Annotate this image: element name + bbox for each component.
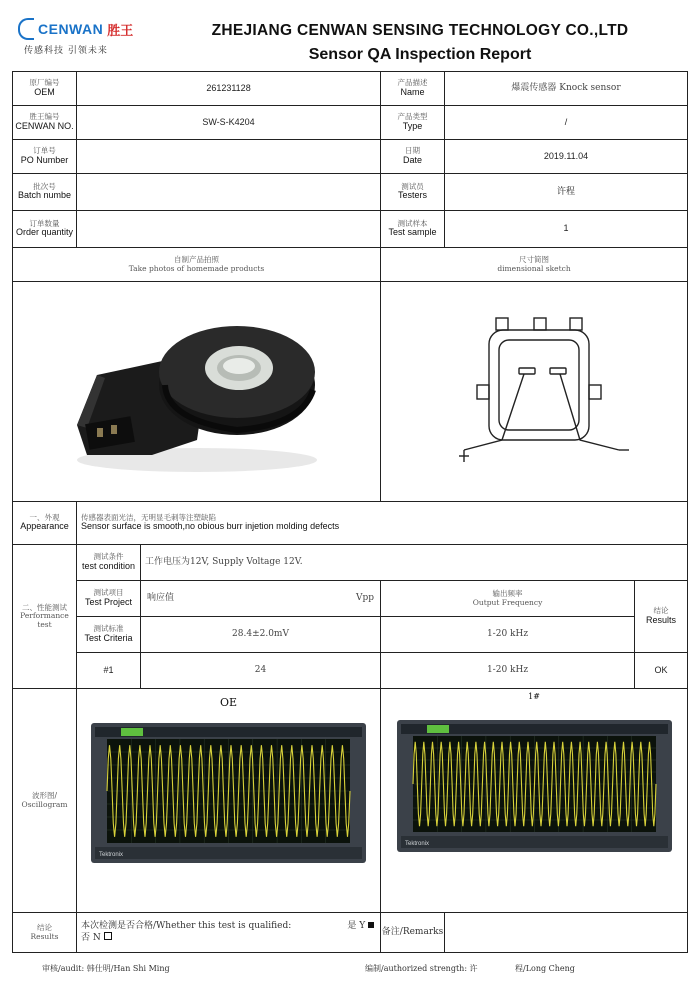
proj-value1: 响应值 Vpp bbox=[141, 581, 381, 617]
oem-label: 原厂编号 OEM bbox=[13, 72, 77, 106]
cenwan-value: SW-S-K4204 bbox=[77, 106, 381, 140]
sample-label: 测试样本 Test sample bbox=[381, 211, 445, 248]
cond-value: 工作电压为12V, Supply Voltage 12V. bbox=[141, 545, 688, 581]
company-name: ZHEJIANG CENWAN SENSING TECHNOLOGY CO.,LTD bbox=[211, 22, 629, 39]
conclusion-text: 本次检测是否合格/Whether this test is qualified: 是 Y 否 N bbox=[77, 913, 381, 953]
scope-brand-label: Tektronix bbox=[99, 852, 124, 859]
testers-label: 测试员 Testers bbox=[381, 174, 445, 211]
batch-label: 批次号 Batch numbe bbox=[13, 174, 77, 211]
name-label: 产品描述 Name bbox=[381, 72, 445, 106]
photo-caption-left: 自制产品拍照 Take photos of homemade products bbox=[13, 248, 381, 282]
logo-mark-icon bbox=[18, 18, 34, 40]
type-label: 产品类型 Type bbox=[381, 106, 445, 140]
oscillogram-left-cell bbox=[77, 689, 381, 913]
crit-value2: 1-20 kHz bbox=[381, 617, 635, 653]
po-label: 订单号 PO Number bbox=[13, 140, 77, 174]
photo-caption-right: 尺寸简图 dimensional sketch bbox=[381, 248, 688, 282]
qty-value bbox=[77, 211, 381, 248]
crit-label: 测试标准 Test Criteria bbox=[77, 617, 141, 653]
unchecked-box-icon[interactable] bbox=[104, 932, 112, 940]
row-result: OK bbox=[635, 653, 688, 689]
name-value: 爆震传感器 Knock sensor bbox=[445, 72, 688, 106]
logo-slogan: 传感科技 引领未来 bbox=[24, 46, 108, 56]
oem-value: 261231128 bbox=[77, 72, 381, 106]
row-value1: 24 bbox=[141, 653, 381, 689]
testers-value: 许程 bbox=[445, 174, 688, 211]
logo-cn: 胜王 bbox=[107, 23, 134, 39]
date-value: 2019.11.04 bbox=[445, 140, 688, 174]
dimension-sketch-cell bbox=[381, 282, 688, 502]
product-photo-cell bbox=[13, 282, 381, 502]
knock-sensor-photo bbox=[47, 290, 347, 490]
remarks-value bbox=[445, 913, 688, 953]
remarks-label: 备注/Remarks bbox=[381, 913, 445, 953]
results-label: 结论 Results bbox=[635, 581, 688, 653]
scope-brand-label: Tektronix bbox=[404, 840, 429, 847]
row-id: #1 bbox=[77, 653, 141, 689]
oscillogram-label: 波形图/ Oscillogram bbox=[13, 689, 77, 913]
company-logo bbox=[18, 18, 158, 58]
oscillogram-left bbox=[91, 723, 366, 863]
sample-value: 1 bbox=[445, 211, 688, 248]
checked-box-icon[interactable] bbox=[368, 922, 374, 928]
appearance-label: 一、外观 Appearance bbox=[13, 502, 77, 545]
qty-label: 订单数量 Order quantity bbox=[13, 211, 77, 248]
po-value bbox=[77, 140, 381, 174]
report-title: Sensor QA Inspection Report bbox=[308, 46, 532, 63]
conclusion-label: 结论 Results bbox=[13, 913, 77, 953]
row-value2: 1-20 kHz bbox=[381, 653, 635, 689]
oscillogram-right bbox=[397, 720, 672, 852]
cond-label: 测试条件 test condition bbox=[77, 545, 141, 581]
batch-value bbox=[77, 174, 381, 211]
footer-authorized: 编制/authorized strength: 许 bbox=[365, 964, 478, 973]
crit-value1: 28.4±2.0mV bbox=[141, 617, 381, 653]
date-label: 日期 Date bbox=[381, 140, 445, 174]
oscillogram-right-cell bbox=[381, 689, 688, 913]
inspection-table bbox=[12, 71, 688, 953]
cenwan-label: 胜王编号 CENWAN NO. bbox=[13, 106, 77, 140]
logo-brand: CENWAN bbox=[38, 21, 104, 37]
performance-label: 二、性能测试 Performance test bbox=[13, 545, 77, 689]
proj-value2: 输出频率 Output Frequency bbox=[381, 581, 635, 617]
footer-audit: 审核/audit: 韩仕明/Han Shi Ming bbox=[42, 964, 170, 973]
oscillogram-right-caption: 1# bbox=[528, 692, 540, 701]
footer-tester: 程/Long Cheng bbox=[515, 964, 575, 973]
proj-label: 测试项目 Test Project bbox=[77, 581, 141, 617]
appearance-text: 传感器表面光洁，无明显毛刺等注塑缺陷 Sensor surface is smooth,no obious burr injetion molding defects bbox=[77, 502, 688, 545]
oscillogram-left-caption: OE bbox=[219, 696, 238, 709]
type-value: / bbox=[445, 106, 688, 140]
dimension-sketch bbox=[384, 290, 684, 490]
